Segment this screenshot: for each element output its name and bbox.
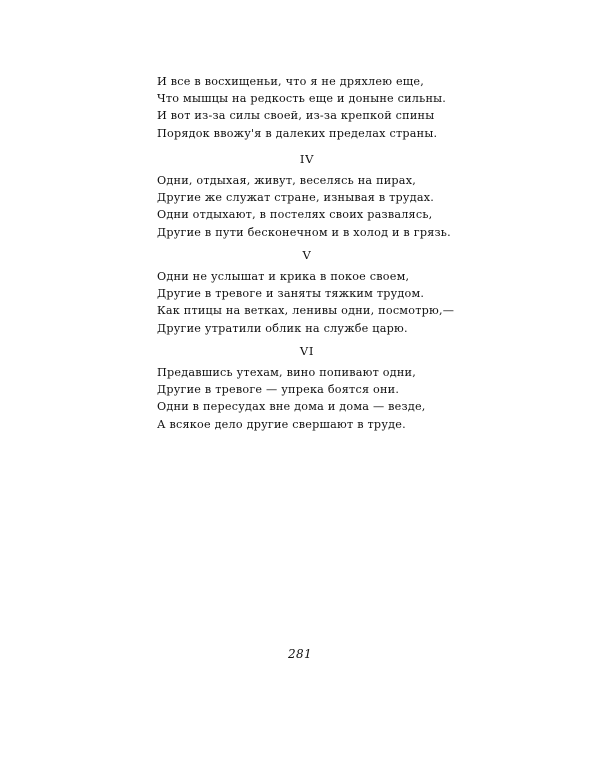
stanza-vi-line-3: Одни в пересудах вне дома и дома — везде, (157, 400, 426, 414)
stanza-vi (157, 364, 457, 433)
stanza-iv (157, 172, 457, 241)
stanza-v-line-4: Другие утратили облик на службе царю. (157, 321, 408, 335)
stanza-v (157, 268, 457, 337)
section-v-heading: V (302, 248, 312, 262)
stanza-iv-line-2: Другие же служат стране, изнывая в трудах. (157, 191, 435, 205)
section-vi-heading: VI (299, 344, 315, 358)
stanza-iv-line-1: Одни, отдыхая, живут, веселясь на пирах, (157, 174, 417, 187)
stanza-top-line-1: И все в восхищеньи, что я не дряхлею еще, (157, 75, 425, 88)
stanza-v-line-2: Другие в тревоге и заняты тяжким трудом. (157, 287, 425, 301)
stanza-v-line-1: Одни не услышат и крика в покое своем, (157, 270, 410, 283)
stanza-vi-line-4: А всякое дело другие свершают в труде. (157, 417, 406, 431)
stanza-top-line-3: И вот из-за силы своей, из-за крепкой спины (157, 109, 435, 123)
stanza-top-line-4: Порядок ввожу'я в далеких пределах страны. (157, 126, 438, 140)
stanza-iv-line-4: Другие в пути бесконечном и в холод и в грязь. (157, 225, 451, 239)
stanza-vi-line-2: Другие в тревоге — упрека боятся они. (157, 383, 400, 397)
page-number: 281 (288, 647, 312, 661)
stanza-vi-line-1: Предавшись утехам, вино попивают одни, (157, 366, 417, 379)
stanza-top (157, 73, 457, 142)
stanza-top-line-2: Что мышцы на редкость еще и доныне сильны. (157, 92, 447, 106)
stanza-v-line-3: Как птицы на ветках, ленивы одни, посмотрю,— (157, 304, 455, 318)
section-iv-heading: IV (299, 152, 315, 166)
stanza-iv-line-3: Одни отдыхают, в постелях своих развалясь, (157, 208, 433, 222)
